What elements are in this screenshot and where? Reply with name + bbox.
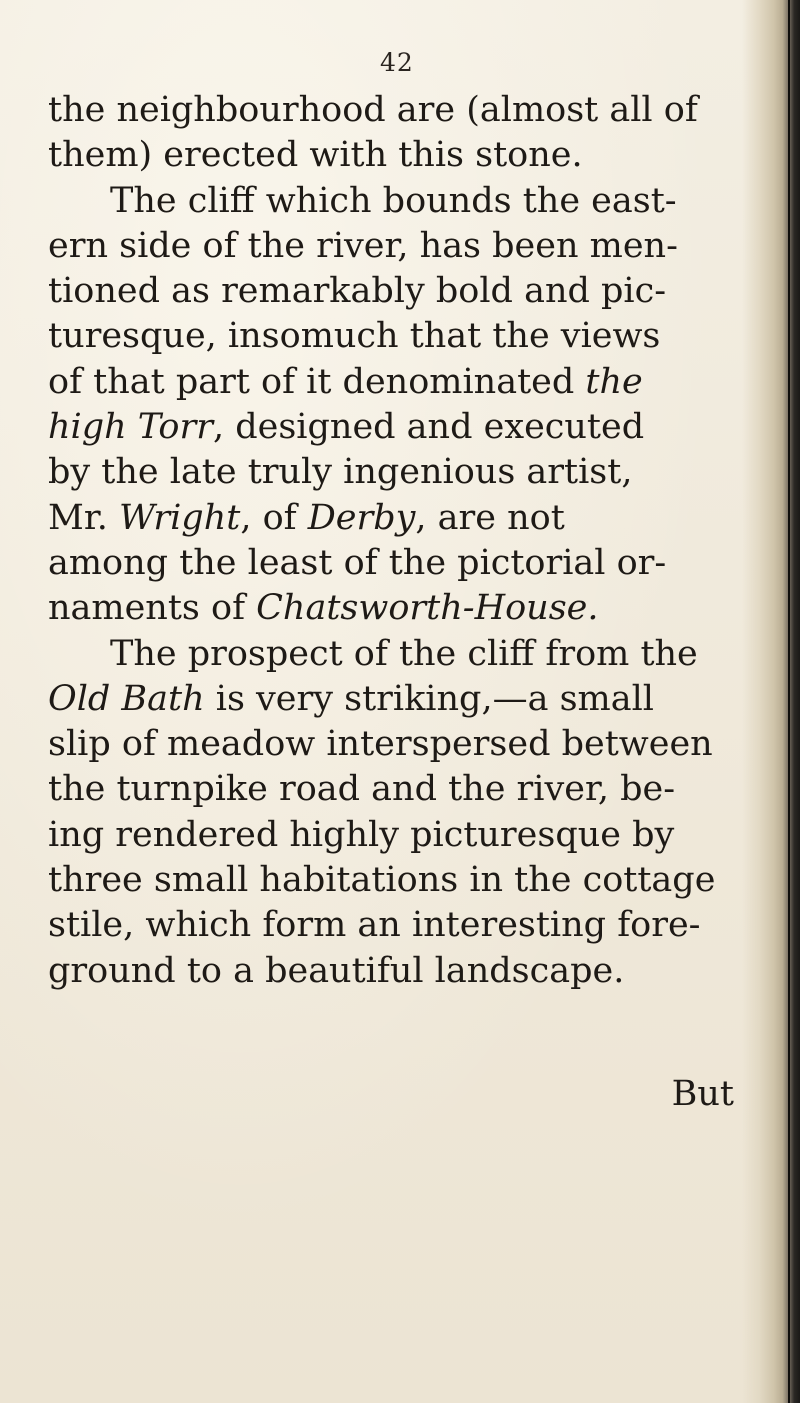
text-line: Old Bath is very striking,—a small bbox=[48, 678, 654, 719]
text-line: turesque, insomuch that the views bbox=[48, 316, 661, 357]
page-edge-line bbox=[788, 0, 790, 1403]
text-line: ground to a beautiful landscape. bbox=[48, 950, 625, 991]
text-line: The prospect of the cliff from the bbox=[110, 633, 698, 674]
text-line: of that part of it denominated the bbox=[48, 361, 643, 402]
text-line: the turnpike road and the river, be- bbox=[48, 769, 676, 810]
text-line: among the least of the pictorial or- bbox=[48, 542, 667, 583]
text-line: three small habitations in the cottage bbox=[48, 860, 716, 901]
catchword: But bbox=[671, 1073, 734, 1114]
text-line: stile, which form an interesting fore- bbox=[48, 905, 701, 946]
text-line: The cliff which bounds the east- bbox=[110, 180, 677, 221]
body-text bbox=[48, 88, 742, 1117]
text-line: the neighbourhood are (almost all of bbox=[48, 90, 698, 130]
text-line: tioned as remarkably bold and pic- bbox=[48, 271, 667, 312]
text-line: by the late truly ingenious artist, bbox=[48, 452, 633, 493]
page-edge-shadow bbox=[742, 0, 800, 1403]
page-number: 42 bbox=[380, 48, 414, 77]
text-line: them) erected with this stone. bbox=[48, 135, 583, 176]
text-line: slip of meadow interspersed between bbox=[48, 724, 713, 765]
text-line: ern side of the river, has been men- bbox=[48, 225, 678, 266]
text-line: ing rendered highly picturesque by bbox=[48, 814, 675, 855]
text-line: Mr. Wright, of Derby, are not bbox=[48, 497, 565, 538]
text-line: naments of Chatsworth-House. bbox=[48, 588, 599, 629]
text-line: high Torr, designed and executed bbox=[48, 407, 645, 448]
